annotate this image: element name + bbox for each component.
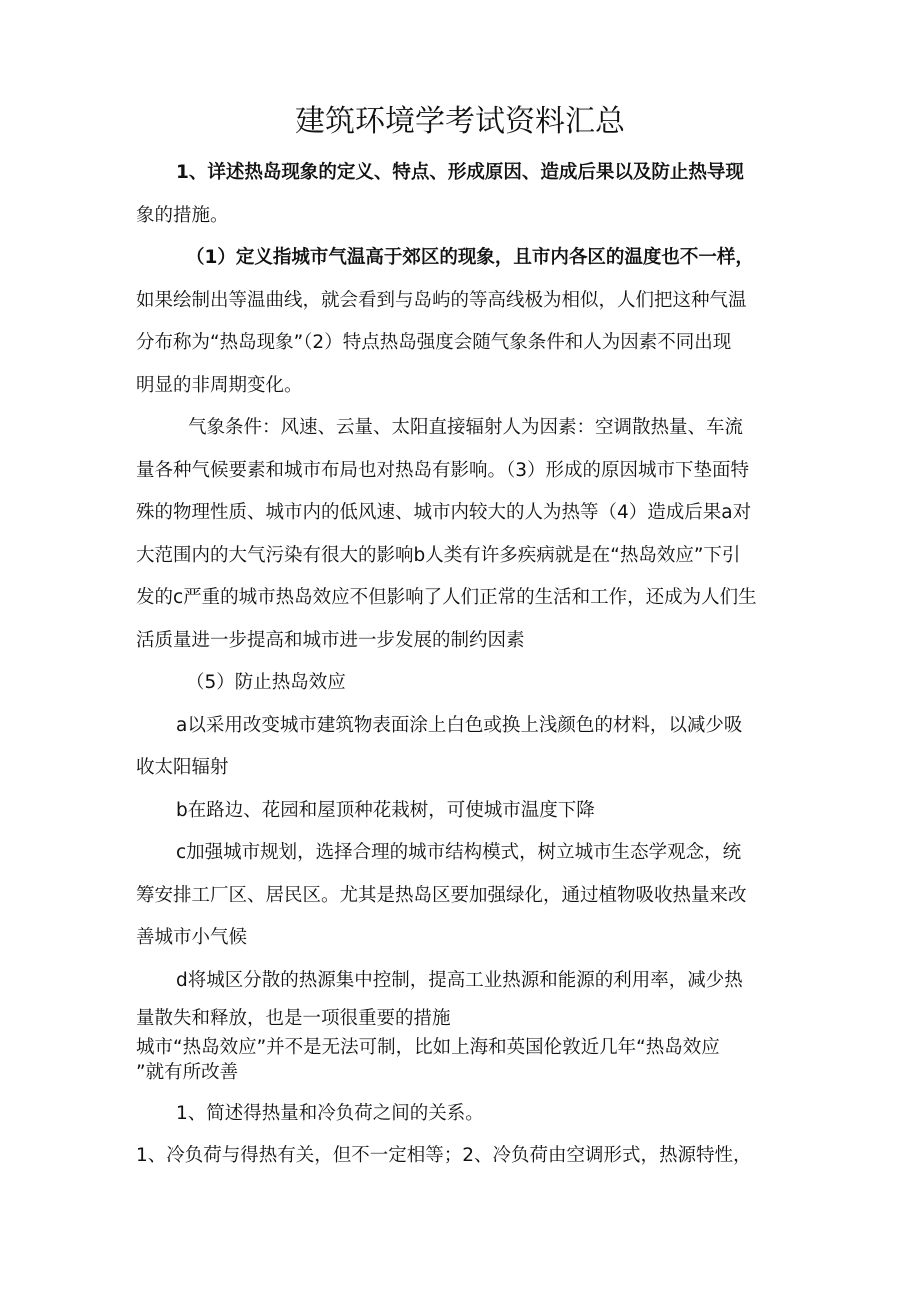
measure-a-line-1: a以采用改变城市建筑物表面涂上白色或换上浅颜色的材料，以减少吸: [176, 715, 743, 736]
definition-line-2: 如果绘制出等温曲线，就会看到与岛屿的等高线极为相似，人们把这种气温: [136, 290, 747, 311]
measure-a-line-2: 收太阳辐射: [136, 757, 229, 778]
measure-d-line-1: d将城区分散的热源集中控制，提高工业热源和能源的利用率，减少热: [176, 970, 743, 991]
conditions-line-1: 气象条件：风速、云量、太阳直接辐射人为因素：空调散热量、车流: [188, 417, 744, 438]
prevention-heading: （5）防止热岛效应: [186, 672, 346, 693]
document-title: 建筑环境学考试资料汇总: [295, 104, 625, 139]
question-1-line-1: 1、详述热岛现象的定义、特点、形成原因、造成后果以及防止热导现: [176, 162, 744, 183]
conditions-line-2: 量各种气候要素和城市布局也对热岛有影响。（3）形成的原因城市下垫面特: [136, 460, 750, 481]
definition-line-3: 分布称为“热岛现象”（2）特点热岛强度会随气象条件和人为因素不同出现: [136, 332, 732, 353]
measure-b-line: b在路边、花园和屋顶种花栽树，可使城市温度下降: [176, 800, 595, 821]
measure-c-line-1: c加强城市规划，选择合理的城市结构模式，树立城市生态学观念，统: [176, 842, 742, 863]
answer-2-line-1: 1、冷负荷与得热有关，但不一定相等；2、冷负荷由空调形式，热源特性，: [136, 1145, 752, 1166]
conditions-line-5: 发的c严重的城市热岛效应不但影响了人们正常的生活和工作，还成为人们生: [136, 587, 757, 608]
question-1-line-2: 象的措施。: [136, 205, 229, 226]
conditions-line-6: 活质量进一步提高和城市进一步发展的制约因素: [136, 630, 525, 651]
definition-line-4: 明显的非周期变化。: [136, 375, 303, 396]
question-2-heading: 1、简述得热量和冷负荷之间的关系。: [176, 1103, 484, 1124]
measure-c-line-3: 善城市小气候: [136, 927, 248, 948]
measure-c-line-2: 筹安排工厂区、居民区。尤其是热岛区要加强绿化，通过植物吸收热量来改: [136, 885, 747, 906]
summary-line-2: ”就有所改善: [136, 1062, 239, 1083]
measure-d-line-2: 量散失和释放，也是一项很重要的措施: [136, 1008, 451, 1029]
definition-line-1: （1）定义指城市气温高于郊区的现象，且市内各区的温度也不一样，: [186, 247, 754, 268]
summary-line-1: 城市“热岛效应”并不是无法可制，比如上海和英国伦敦近几年“热岛效应: [136, 1037, 720, 1058]
conditions-line-3: 殊的物理性质、城市内的低风速、城市内较大的人为热等（4）造成后果a对: [136, 502, 752, 523]
conditions-line-4: 大范围内的大气污染有很大的影响b人类有许多疾病就是在“热岛效应”下引: [136, 545, 741, 566]
